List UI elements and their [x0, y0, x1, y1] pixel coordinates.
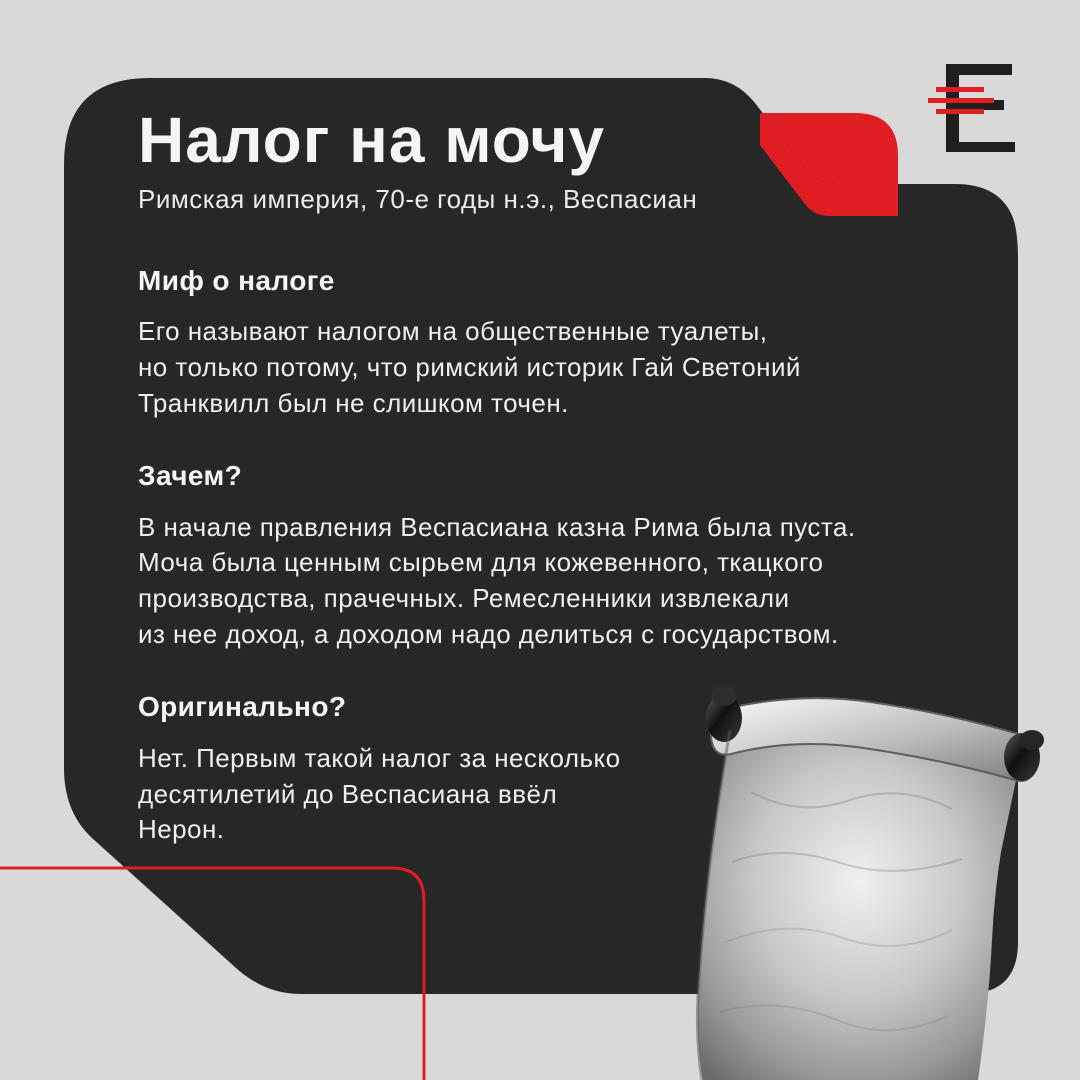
- original-section-title: Оригинально?: [138, 691, 347, 723]
- myth-section-title: Миф о налоге: [138, 264, 335, 296]
- page-subtitle: Римская империя, 70-е годы н.э., Веспасиан: [138, 184, 698, 215]
- why-section: [138, 459, 998, 653]
- myth-section-text: Его называют налогом на общественные туалеты, но только потому, что римский историк Гай Светоний Транквилл был не слишком точен.: [138, 316, 801, 419]
- scroll-icon: [682, 682, 1056, 1080]
- why-section-title: Зачем?: [138, 459, 243, 491]
- right-knob-cap: [1020, 730, 1044, 750]
- scroll-paper: [698, 719, 1020, 1080]
- myth-section: [138, 264, 998, 422]
- left-knob-cap: [711, 686, 737, 706]
- why-section-text: В начале правления Веспасиана казна Рима была пуста. Моча была ценным сырьем для кожевенного, ткацкого производства, прачечных. Ремесленники извлекали из нее доход, а доходом надо делиться с государством.: [138, 511, 856, 650]
- page-title: Налог на мочу: [138, 104, 605, 176]
- original-section-text: Нет. Первым такой налог за несколько десятилетий до Веспасиана ввёл Нерон.: [138, 742, 621, 845]
